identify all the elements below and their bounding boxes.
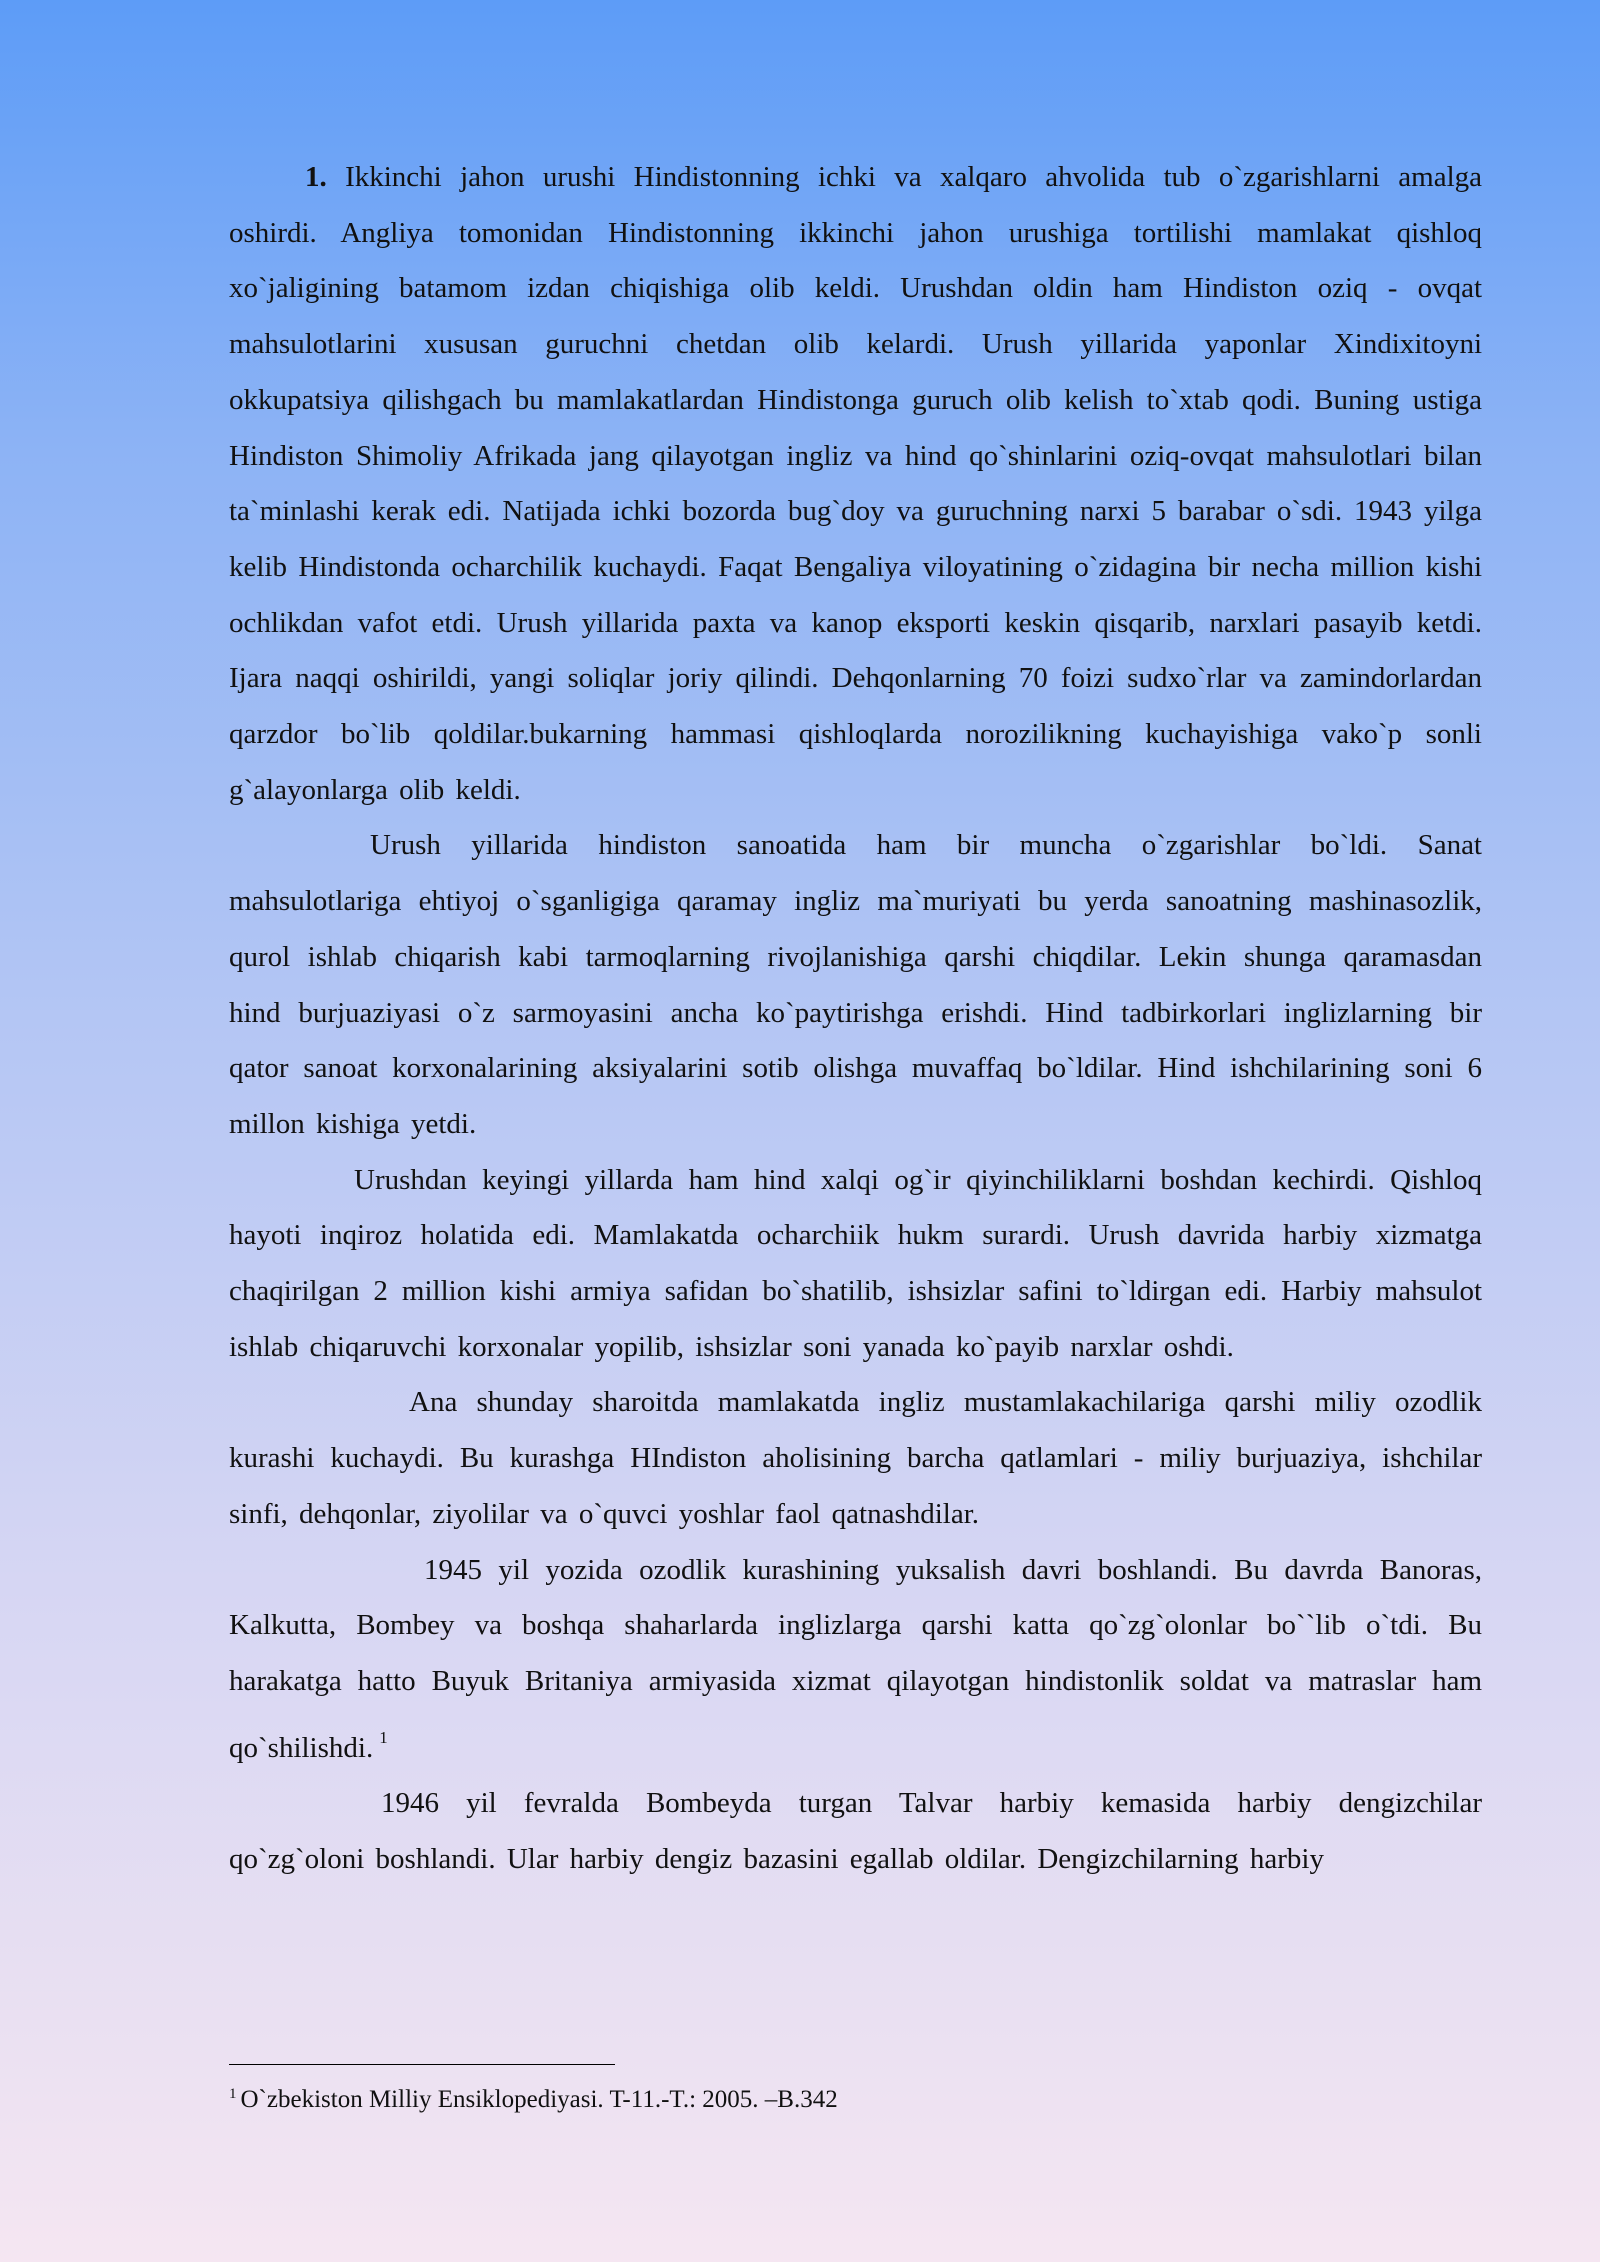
document-body [229, 150, 1482, 1888]
paragraph-5 [229, 1543, 1482, 1777]
paragraph-text: Ana shunday sharoitda mamlakatda ingliz mustamlakachilariga qarshi miliy ozodlik kurashi kuchaydi. Bu kurashga HIndiston aholisining barcha qatlamlari - miliy burjuaziya, ishchilar sinfi, dehqonlar, ziyolilar va o`quvci yoshlar faol qatnashdilar. [229, 1386, 1482, 1530]
paragraph-6 [229, 1776, 1482, 1887]
footnote-separator [229, 2064, 615, 2065]
paragraph-2 [229, 818, 1482, 1152]
paragraph-text: 1945 yil yozida ozodlik kurashining yuksalish davri boshlandi. Bu davrda Banoras, Kalkutta, Bombey va boshqa shaharlarda inglizlarga qarshi katta qo`zg`olonlar bo``lib o`tdi. Bu harakatga hatto Buyuk Britaniya armiyasida xizmat qilayotgan hindistonlik soldat va matraslar ham qo`shilishdi. [229, 1553, 1482, 1764]
footnote-marker: 1 [229, 2086, 237, 2102]
paragraph-1 [229, 150, 1482, 818]
footnote [229, 2079, 838, 2115]
paragraph-3 [229, 1153, 1482, 1376]
paragraph-text: Ikkinchi jahon urushi Hindistonning ichki va xalqaro ahvolida tub o`zgarishlarni amalga oshirdi. Angliya tomonidan Hindistonning ikkinchi jahon urushiga tortilishi mamlakat qishloq xo`jaligining batamom izdan chiqishiga olib keldi. Urushdan oldin ham Hindiston oziq - ovqat mahsulotlarini xususan guruchni chetdan olib kelardi. Urush yillarida yaponlar Xindixitoyni okkupatsiya qilishgach bu mamlakatlardan Hindistonga guruch olib kelish to`xtab qodi. Buning ustiga Hindiston Shimoliy Afrikada jang qilayotgan ingliz va hind qo`shinlarini oziq-ovqat mahsulotlari bilan ta`minlashi kerak edi. Natijada ichki bozorda bug`doy va guruchning narxi 5 barabar o`sdi. 1943 yilga kelib Hindistonda ocharchilik kuchaydi. Faqat Bengaliya viloyatining o`zidagina bir necha million kishi ochlikdan vafot etdi. Urush yillarida paxta va kanop eksporti keskin qisqarib, narxlari pasayib ketdi. Ijara naqqi oshirildi, yangi soliqlar joriy qilindi. Dehqonlarning 70 foizi sudxo`rlar va zamindorlardan qarzdor bo`lib qoldilar.bukarning hammasi qishloqlarda norozilikning kuchayishiga vako`p sonli g`alayonlarga olib keldi. [229, 161, 1483, 806]
footnote-text: O`zbekiston Milliy Ensiklopediyasi. T-11.-T.: 2005. –B.342 [240, 2086, 838, 2113]
paragraph-text: Urushdan keyingi yillarda ham hind xalqi og`ir qiyinchiliklarni boshdan kechirdi. Qishloq hayoti inqiroz holatida edi. Mamlakatda ocharchiik hukm surardi. Urush davrida harbiy xizmatga chaqirilgan 2 million kishi armiya safidan bo`shatilib, ishsizlar safini to`ldirgan edi. Harbiy mahsulot ishlab chiqaruvchi korxonalar yopilib, ishsizlar soni yanada ko`payib narxlar oshdi. [229, 1163, 1482, 1363]
paragraph-text: 1946 yil fevralda Bombeyda turgan Talvar harbiy kemasida harbiy dengizchilar qo`zg`oloni boshlandi. Ular harbiy dengiz bazasini egallab oldilar. Dengizchilarning harbiy [229, 1787, 1482, 1876]
footnote-reference[interactable]: 1 [379, 1727, 388, 1747]
paragraph-4 [229, 1375, 1482, 1542]
paragraph-number: 1. [305, 161, 327, 193]
paragraph-text: Urush yillarida hindiston sanoatida ham bir muncha o`zgarishlar bo`ldi. Sanat mahsulotlariga ehtiyoj o`sganligiga qaramay ingliz ma`muriyati bu yerda sanoatning mashinasozlik, qurol ishlab chiqarish kabi tarmoqlarning rivojlanishiga qarshi chiqdilar. Lekin shunga qaramasdan hind burjuaziyasi o`z sarmoyasini ancha ko`paytirishga erishdi. Hind tadbirkorlari inglizlarning bir qator sanoat korxonalarining aksiyalarini sotib olishga muvaffaq bo`ldilar. Hind ishchilarining soni 6 millon kishiga yetdi. [229, 829, 1482, 1140]
